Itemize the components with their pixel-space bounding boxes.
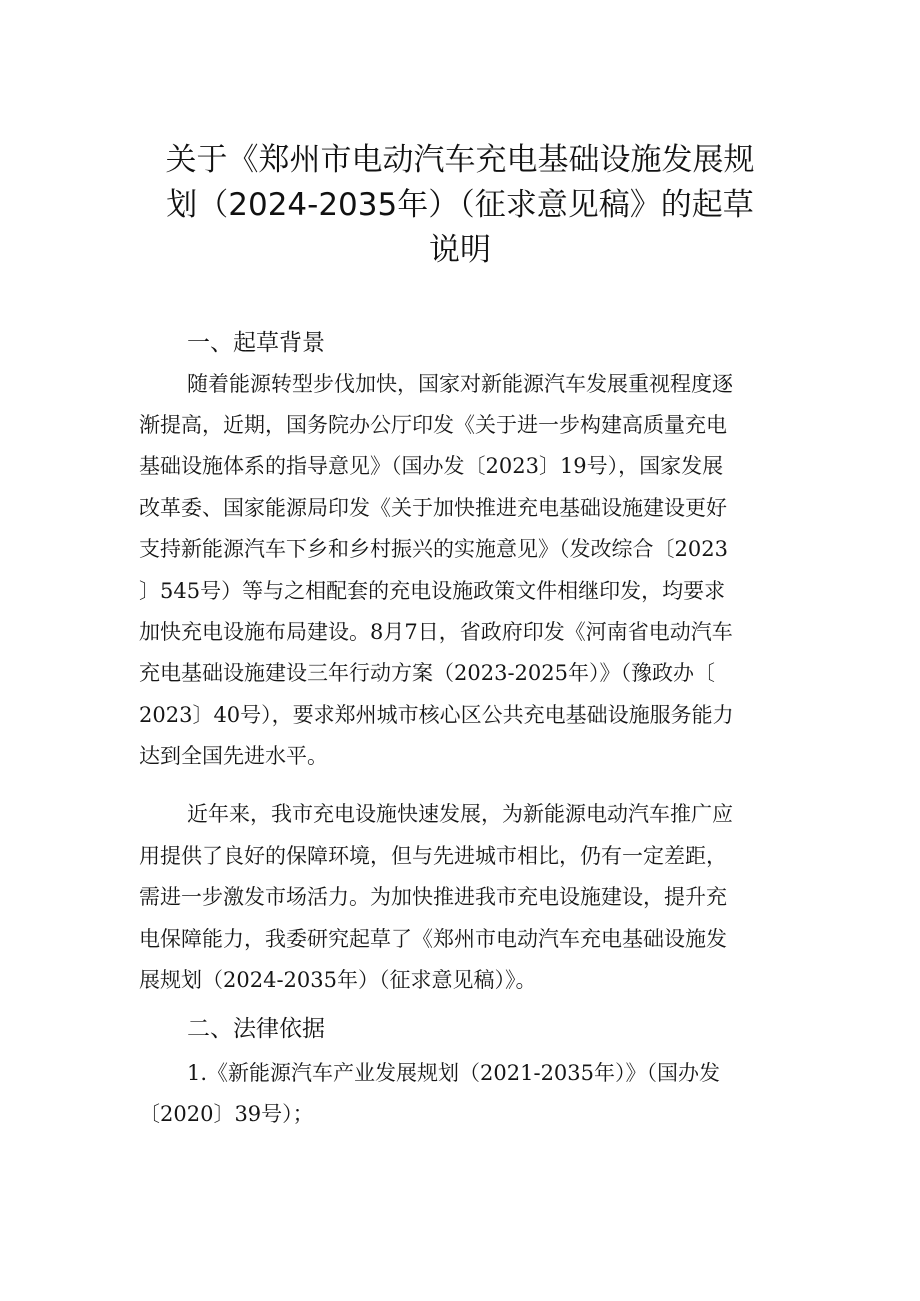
document-title — [150, 138, 770, 273]
section-heading-background: 一、起草背景 — [187, 330, 325, 356]
paragraph-line: 达到全国先进水平。 — [139, 744, 328, 768]
list-item-line: 1.《新能源汽车产业发展规划（2021-2035年）》（国办发 — [187, 1061, 721, 1085]
paragraph-line: 需进一步激发市场活力。为加快推进我市充电设施建设，提升充 — [139, 885, 727, 909]
title-line: 关于《郑州市电动汽车充电基础设施发展规 — [165, 142, 755, 178]
list-item-line: 〔2020〕39号）； — [139, 1102, 314, 1126]
paragraph-line: 用提供了良好的保障环境，但与先进城市相比，仍有一定差距， — [139, 844, 727, 868]
section-heading-legal-basis: 二、法律依据 — [187, 1016, 325, 1042]
paragraph-line: 2023〕40号），要求郑州城市核心区公共充电基础设施服务能力 — [139, 703, 734, 727]
paragraph-line: 渐提高，近期，国务院办公厅印发《关于进一步构建高质量充电 — [139, 413, 727, 437]
paragraph-line: 充电基础设施建设三年行动方案（2023-2025年）》（豫政办〔 — [139, 661, 715, 685]
paragraph-line: 基础设施体系的指导意见》（国办发〔2023〕19号），国家发展 — [139, 454, 724, 478]
paragraph-line: 支持新能源汽车下乡和乡村振兴的实施意见》（发改综合〔2023 — [139, 537, 728, 561]
paragraph-line: 近年来，我市充电设施快速发展，为新能源电动汽车推广应 — [187, 802, 733, 826]
paragraph-line: 改革委、国家能源局印发《关于加快推进充电基础设施建设更好 — [139, 496, 727, 520]
paragraph-line: 随着能源转型步伐加快，国家对新能源汽车发展重视程度逐 — [187, 372, 733, 396]
paragraph-line: 加快充电设施布局建设。8月7日，省政府印发《河南省电动汽车 — [139, 620, 733, 644]
title-line: 划（2024-2035年）（征求意见稿》的起草 — [166, 187, 754, 223]
title-line: 说明 — [429, 232, 491, 268]
paragraph-line: 展规划（2024-2035年）（征求意见稿）》。 — [139, 968, 537, 992]
paragraph-line: 〕545号）等与之相配套的充电设施政策文件相继印发，均要求 — [139, 579, 726, 603]
paragraph-line: 电保障能力，我委研究起草了《郑州市电动汽车充电基础设施发 — [139, 927, 727, 951]
